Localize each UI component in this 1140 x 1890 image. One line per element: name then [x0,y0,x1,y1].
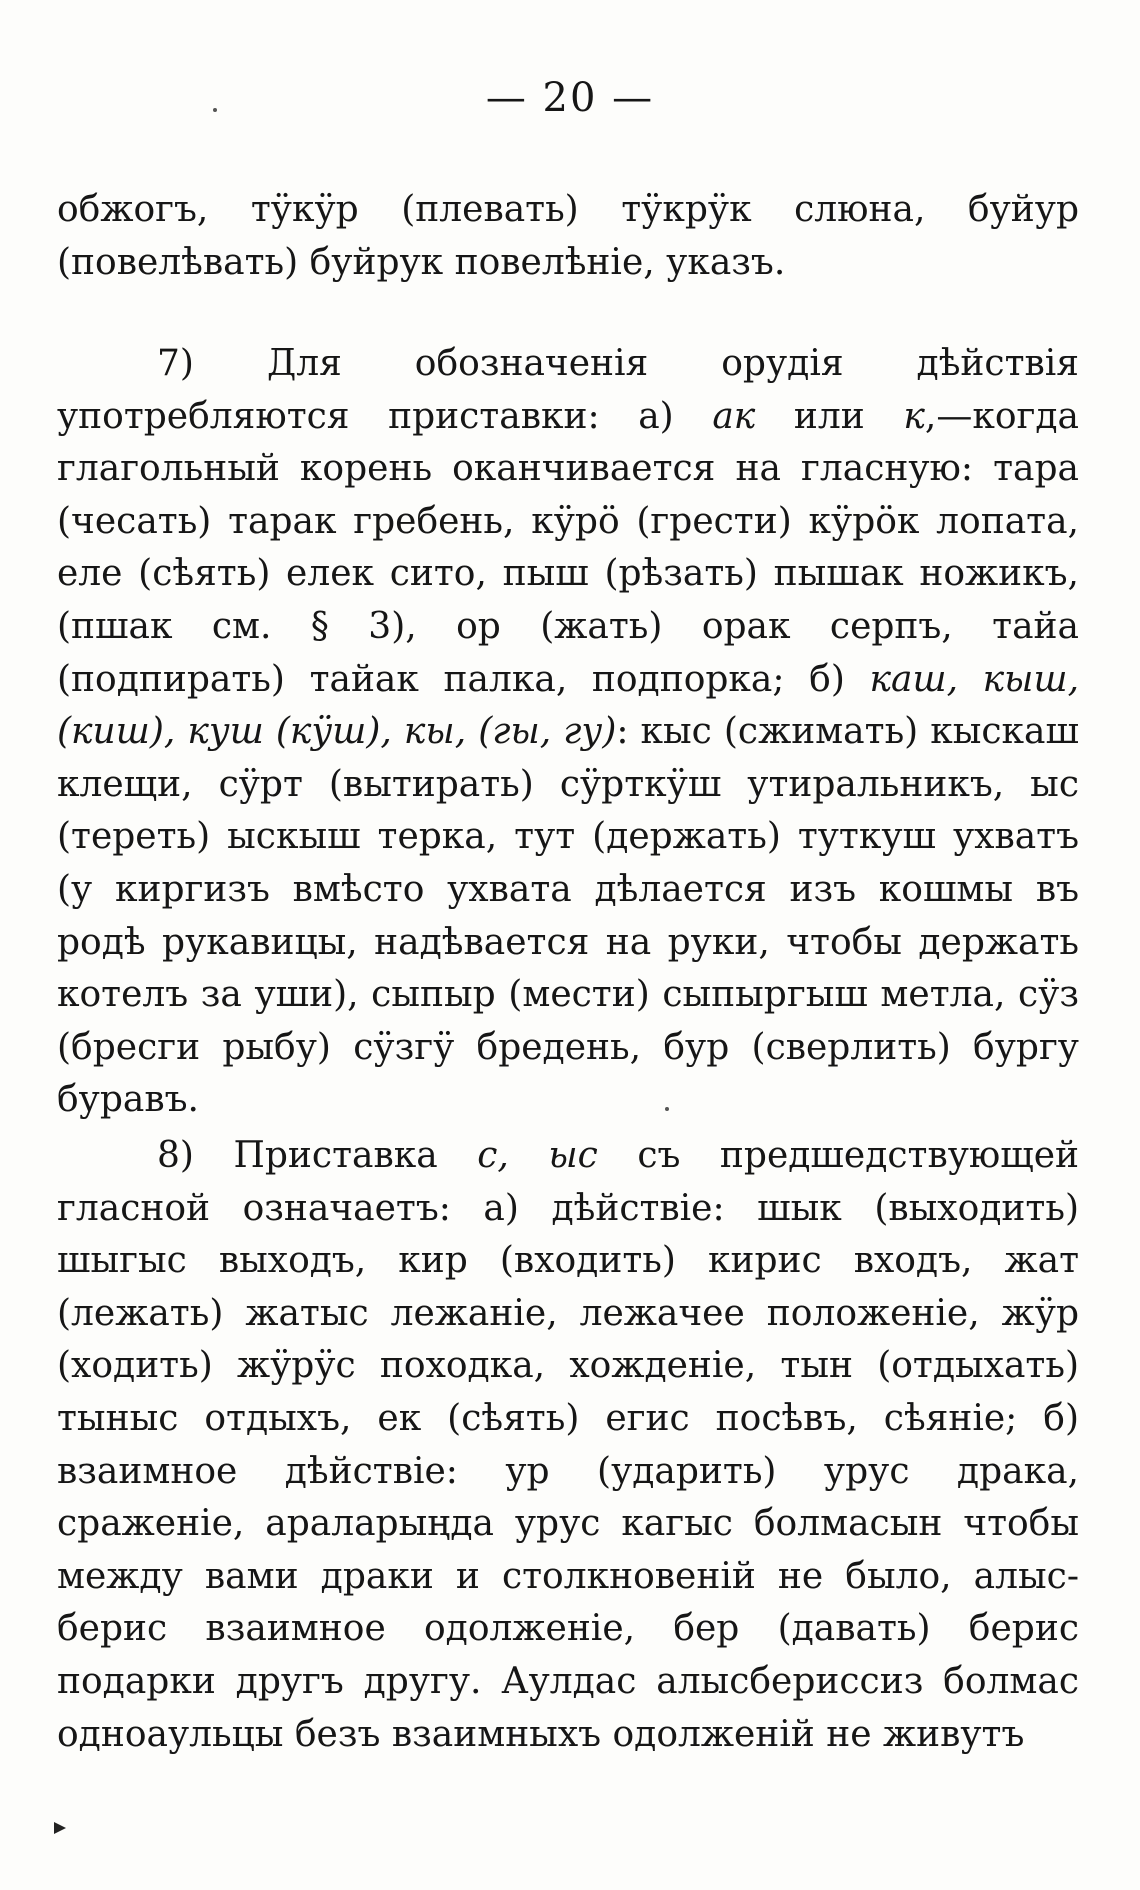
speck-dot [213,108,217,112]
text-run: 8) Приставка [157,1135,478,1176]
text-run: : кыс (сжимать) кыскаш клещи, сӱрт (вытирать) сӱрткӱш утиральникъ, ыс (тереть) ыскыш терка, тут (держать) туткуш ухватъ (у киргизъ вмѣсто ухвата дѣлается изъ кошмы въ родѣ рукавицы, надѣвается на руки, чтобы держать котелъ за уши), сыпыр (мести) сыпыргыш метла, сӱз (бресги рыбу) сӱзгӱ бредень, бур (сверлить) бургу буравъ. [57,711,1079,1121]
paragraph-section-8 [57,1130,1079,1761]
text-run: или [755,395,904,437]
italic-term: ак [712,395,756,437]
italic-term: к [903,395,925,437]
printer-mark-icon [54,1822,66,1834]
paragraph-section-7 [57,338,1079,1127]
text-run: ,—когда глагольный корень оканчивается на гласную: тара (чесать) тарак гребень, кӱрӧ (грести) кӱрӧк лопата, еле (сѣять) елек сито, пыш (рѣзать) пышак ножикъ, (пшак см. § 3), ор (жать) орак серпъ, тайа (подпирать) тайак палка, подпорка; б) [57,395,1079,700]
speck-dot [665,1107,669,1111]
page-number: — 20 — [485,75,655,121]
text-run: съ предшедствующей гласной означаетъ: а) дѣйствіе: шык (выходить) шыгыс выходъ, кир (входить) кирис входъ, жат (лежать) жатыс лежаніе, лежачее положеніе, жӱр (ходить) жӱрӱс походка, хожденіе, тын (отдыхать) тыныс отдыхъ, ек (сѣять) егис посѣвъ, сѣяніе; б) взаимное дѣйствіе: ур (ударить) урус драка, сраженіе, араларыңда урус кагыс болмасын чтобы между вами драки и столкновеній не было, алыс-берис взаимное одолженіе, бер (давать) берис подарки другъ другу. Аулдас алысберисcиз болмас одноаульцы безъ взаимныхъ одолженій не живутъ [57,1135,1080,1755]
italic-term: с, ыс [477,1135,598,1176]
text-run: 7) Для обозначенія орудія дѣйствія употребляются приставки: а) [57,343,1079,437]
paragraph-continuation: обжогъ, тӱкӱр (плевать) тӱкрӱк слюна, буйур (повелѣвать) буйрук повелѣніе, указъ. [57,189,1079,283]
italic-term: каш, кыш, (киш), куш (кӱш), кы, (гы, гу) [57,658,1080,753]
